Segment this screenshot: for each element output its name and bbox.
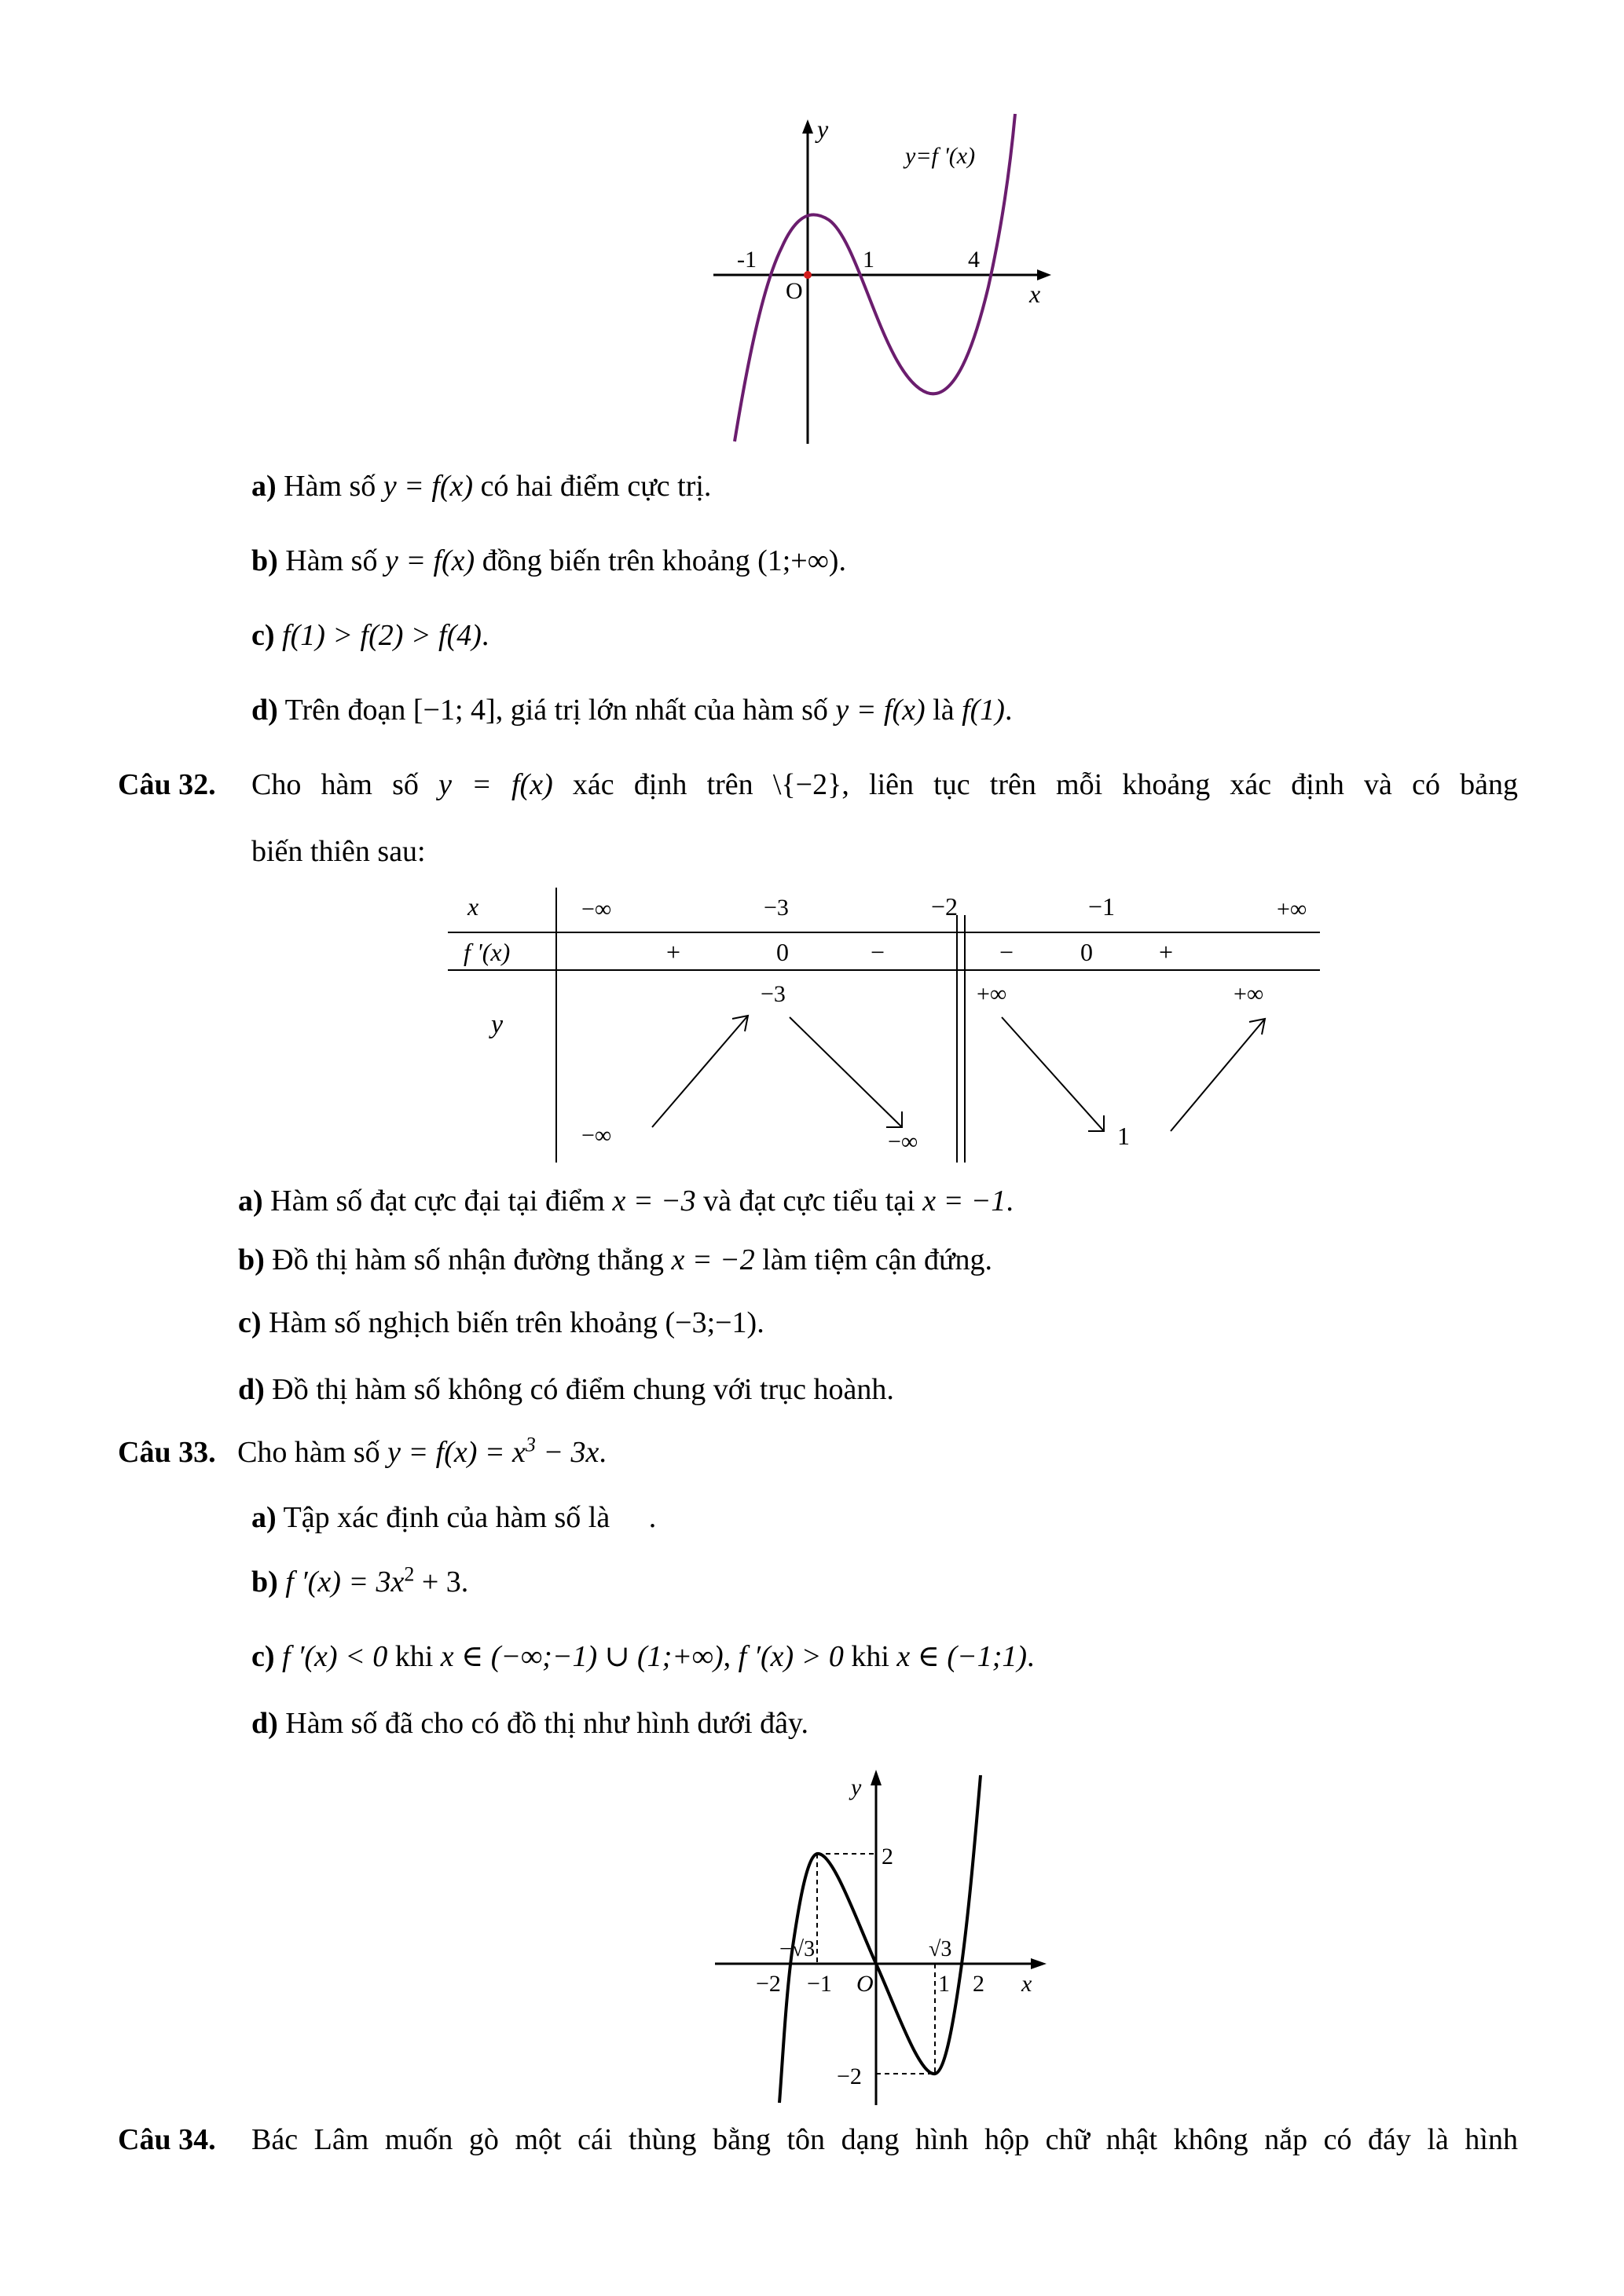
x-value: +∞ [1277,896,1307,922]
q33-option-a: a) Tập xác định của hàm số là . [251,1501,657,1534]
q33-option-d: d) Hàm số đã cho có đồ thị như hình dưới đây. [251,1707,808,1740]
sign: 0 [1080,938,1093,966]
x-tick-2: 2 [973,1971,984,1997]
row-label-fprime: f '(x) [464,938,511,966]
q33-option-b: b) f $'(x) = 3x^2 + 3$. [251,1562,469,1598]
x-axis-label: x [1021,1971,1032,1997]
y-tick-2: 2 [882,1844,893,1869]
x-tick-neg-sqrt3: −√3 [779,1937,816,1961]
y-value: +∞ [1234,981,1264,1007]
y-value: +∞ [977,981,1007,1007]
q33-stem: Câu 33. Cho hàm số $y = f(x) = x^3 - 3x$. [118,1433,607,1469]
origin-point [804,271,812,279]
q31-option-b: b) Hàm số y = f(x) đồng biến trên khoảng (1;+∞). [251,544,846,577]
y-axis-label: y [817,115,829,143]
q32-option-c: c) Hàm số nghịch biến trên khoảng (−3;−1). [238,1306,764,1339]
origin-label: O [786,278,803,304]
x-tick-neg2: −2 [756,1971,781,1997]
x-value: −∞ [581,896,612,922]
y-value: −3 [761,981,786,1007]
y-value: −∞ [888,1129,918,1155]
q32-option-a: a) Hàm số đạt cực đại tại điểm x = −3 và đạt cực tiểu tại x = −1. [238,1185,1014,1218]
q33-option-c: c) f ′(x) < 0 khi x ∈ (−∞;−1) ∪ (1;+∞), f ′(x) > 0 khi x ∈ (−1;1). [251,1640,1035,1673]
q32-stem-line1: Cho hàm số y = f(x) xác định trên \{−2}, liên tục trên mỗi khoảng xác định và có bảng [251,768,1519,801]
y-value: 1 [1117,1122,1130,1150]
q32-option-d: d) Đồ thị hàm số không có điểm chung với trục hoành. [238,1373,894,1406]
x-tick-sqrt3: √3 [929,1937,952,1961]
x-value: −3 [764,895,789,921]
q32-stem-line2: biến thiên sau: [251,835,426,868]
x-axis-arrow-icon [1031,1958,1047,1969]
cubic-graph [707,1763,1061,2109]
x-value: −1 [1088,892,1116,921]
y-value: −∞ [581,1122,612,1148]
curve-label: y=f '(x) [905,143,976,169]
sign: − [999,938,1014,966]
q32-option-b: b) Đồ thị hàm số nhận đường thẳng x = −2 làm tiệm cận đứng. [238,1243,993,1276]
y-axis-label: y [851,1774,862,1800]
tick-label-4: 4 [968,247,980,273]
y-tick-neg2: −2 [837,2063,862,2089]
y-axis-arrow-icon [871,1770,882,1785]
sign: + [1159,938,1174,966]
x-axis-label: x [1029,280,1041,308]
x-axis-arrow-icon [1037,269,1051,280]
tick-label-1: 1 [863,247,874,273]
sign: 0 [776,938,789,966]
q31-option-a: a) Hàm số y = f(x) có hai điểm cực trị. [251,470,712,503]
origin-label: O [856,1971,874,1997]
x-value: −2 [931,892,959,921]
y-axis-arrow-icon [802,119,813,134]
x-tick-neg1: −1 [807,1971,832,1997]
tick-label-neg1: -1 [737,247,757,273]
derivative-graph [699,110,1061,448]
variation-table [440,884,1328,1166]
sign: + [666,938,681,966]
sign: − [871,938,885,966]
q31-option-c: c) f(1) > f(2) > f(4). [251,619,489,652]
row-label-x: x [467,892,479,921]
q34-number: Câu 34. [118,2123,216,2156]
x-tick-1: 1 [938,1971,950,1997]
q31-option-d: d) Trên đoạn [−1; 4], giá trị lớn nhất của hàm số y = f(x) là f(1). [251,694,1013,727]
q32-number: Câu 32. [118,768,216,801]
row-label-y: y [491,1010,504,1039]
q34-stem: Bác Lâm muốn gò một cái thùng bằng tôn dạng hình hộp chữ nhật không nắp có đáy là hình [251,2123,1518,2156]
